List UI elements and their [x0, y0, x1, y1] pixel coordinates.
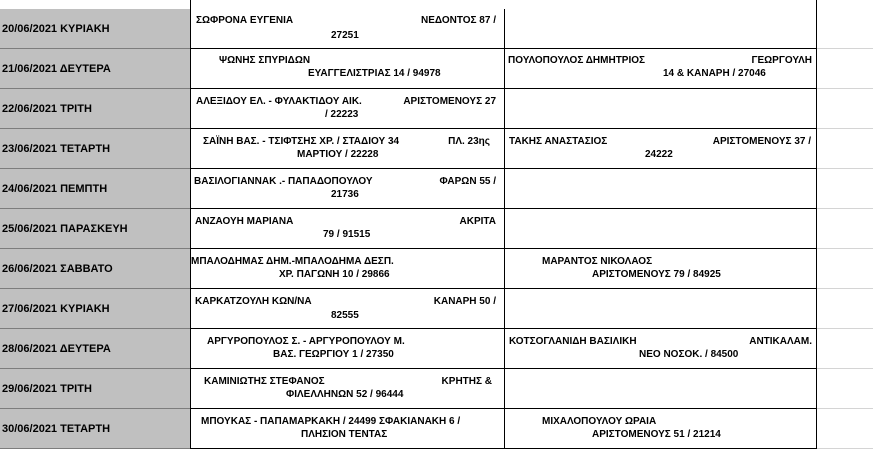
empty-cell[interactable] — [817, 89, 873, 129]
pharmacy-cell-primary[interactable] — [190, 369, 504, 409]
pharmacy-name: ΣΩΦΡΟΝΑ ΕΥΓΕΝΙΑ — [196, 15, 294, 26]
pharmacy-cell-primary[interactable] — [190, 329, 504, 369]
empty-cell[interactable] — [817, 9, 873, 49]
pharmacy-cell-secondary[interactable] — [504, 329, 817, 369]
empty-cell[interactable] — [817, 169, 873, 209]
pharmacy-cell-primary[interactable] — [190, 209, 504, 249]
pharmacy-phone: 82555 — [331, 310, 359, 321]
pharmacy-cell-primary[interactable] — [190, 49, 504, 89]
empty-cell[interactable] — [817, 329, 873, 369]
empty-cell[interactable] — [817, 129, 873, 169]
empty-cell[interactable] — [817, 409, 873, 449]
date-cell[interactable]: 24/06/2021 ΠΕΜΠΤΗ — [0, 169, 190, 209]
pharmacy-name: ΒΑΣΙΛΟΓΙΑΝΝΑΚ .- ΠΑΠΑΔΟΠΟΥΛΟΥ — [194, 176, 373, 187]
pharmacy-cell-secondary[interactable] — [504, 249, 817, 289]
date-cell[interactable]: 30/06/2021 ΤΕΤΑΡΤΗ — [0, 409, 190, 449]
pharmacy-cell-primary[interactable] — [190, 289, 504, 329]
pharmacy-address: ΠΛ. 23ης — [448, 136, 490, 147]
pharmacy-phone: 24222 — [645, 149, 673, 160]
pharmacy-address: ΒΑΣ. ΓΕΩΡΓΙΟΥ 1 / 27350 — [273, 349, 394, 360]
pharmacy-address: ΑΡΙΣΤΟΜΕΝΟΥΣ 27 — [403, 96, 496, 107]
table-row — [0, 369, 873, 409]
pharmacy-name: ΑΡΓΥΡΟΠΟΥΛΟΣ Σ. - ΑΡΓΥΡΟΠΟΥΛΟΥ Μ. — [207, 336, 405, 347]
table-row — [0, 89, 873, 129]
pharmacy-address-line2: ΦΙΛΕΛΛΗΝΩΝ 52 / 96444 — [286, 389, 404, 400]
date-cell[interactable]: 20/06/2021 ΚΥΡΙΑΚΗ — [0, 9, 190, 49]
table-row — [0, 329, 873, 369]
pharmacy-address-line2: 14 & ΚΑΝΑΡΗ / 27046 — [663, 68, 766, 79]
date-cell[interactable]: 29/06/2021 ΤΡΙΤΗ — [0, 369, 190, 409]
table-row — [0, 409, 873, 449]
pharmacy-name: ΜΠΟΥΚΑΣ - ΠΑΠΑΜΑΡΚΑΚΗ / 24499 ΣΦΑΚΙΑΝΑΚΗ 6 / — [201, 416, 461, 427]
pharmacy-address: ΑΝΤΙΚΑΛΑΜ. — [749, 336, 812, 347]
pharmacy-address: ΚΑΝΑΡΗ 50 / — [433, 296, 496, 307]
pharmacy-cell-secondary[interactable] — [504, 369, 817, 409]
pharmacy-cell-primary[interactable] — [190, 9, 504, 49]
pharmacy-address: ΝΕΔΟΝΤΟΣ 87 / — [421, 15, 496, 26]
pharmacy-phone: / 22223 — [325, 109, 359, 120]
pharmacy-address: ΧΡ. ΠΑΓΩΝΗ 10 / 29866 — [279, 269, 390, 280]
table-row — [0, 49, 873, 89]
empty-cell[interactable] — [817, 289, 873, 329]
empty-cell[interactable] — [817, 249, 873, 289]
pharmacy-phone: 21736 — [331, 189, 359, 200]
pharmacy-name: ΚΟΤΣΟΓΛΑΝΙΔΗ ΒΑΣΙΛΙΚΗ — [509, 336, 637, 347]
date-cell[interactable]: 25/06/2021 ΠΑΡΑΣΚΕΥΗ — [0, 209, 190, 249]
pharmacy-name: ΠΟΥΛΟΠΟΥΛΟΣ ΔΗΜΗΤΡΙΟΣ — [508, 55, 646, 66]
empty-cell[interactable] — [817, 49, 873, 89]
table-row — [0, 289, 873, 329]
date-cell[interactable]: 22/06/2021 ΤΡΙΤΗ — [0, 89, 190, 129]
pharmacy-name: ΚΑΜΙΝΙΩΤΗΣ ΣΤΕΦΑΝΟΣ — [204, 376, 325, 387]
date-cell[interactable]: 28/06/2021 ΔΕΥΤΕΡΑ — [0, 329, 190, 369]
pharmacy-cell-secondary[interactable] — [504, 89, 817, 129]
pharmacy-name: ΨΩΝΗΣ ΣΠΥΡΙΔΩΝ — [219, 55, 311, 66]
pharmacy-cell-primary[interactable] — [190, 409, 504, 449]
top-border — [190, 0, 817, 9]
pharmacy-name: ΜΙΧΑΛΟΠΟΥΛΟΥ ΩΡΑΙΑ — [542, 416, 657, 427]
empty-cell[interactable] — [817, 369, 873, 409]
pharmacy-address: ΑΡΙΣΤΟΜΕΝΟΥΣ 79 / 84925 — [592, 269, 721, 280]
table-row — [0, 9, 873, 49]
pharmacy-address: ΓΕΩΡΓΟΥΛΗ — [751, 55, 812, 66]
date-cell[interactable]: 21/06/2021 ΔΕΥΤΕΡΑ — [0, 49, 190, 89]
table-row — [0, 169, 873, 209]
table-row — [0, 129, 873, 169]
pharmacy-name: ΣΑΪΝΗ ΒΑΣ. - ΤΣΙΦΤΣΗΣ ΧΡ. / ΣΤΑΔΙΟΥ 34 — [203, 136, 400, 147]
date-cell[interactable]: 23/06/2021 ΤΕΤΑΡΤΗ — [0, 129, 190, 169]
pharmacy-cell-primary[interactable] — [190, 169, 504, 209]
pharmacy-name: ΤΑΚΗΣ ΑΝΑΣΤΑΣΙΟΣ — [509, 136, 608, 147]
pharmacy-cell-secondary[interactable] — [504, 209, 817, 249]
pharmacy-name: ΜΠΑΛΟΔΗΜΑΣ ΔΗΜ.-ΜΠΑΛΟΔΗΜΑ ΔΕΣΠ. — [191, 256, 394, 267]
pharmacy-cell-secondary[interactable] — [504, 409, 817, 449]
pharmacy-phone: 27251 — [331, 30, 359, 41]
pharmacy-cell-secondary[interactable] — [504, 169, 817, 209]
pharmacy-address: ΕΥΑΓΓΕΛΙΣΤΡΙΑΣ 14 / 94978 — [308, 68, 441, 79]
pharmacy-cell-secondary[interactable] — [504, 9, 817, 49]
pharmacy-address: ΚΡΗΤΗΣ & — [441, 376, 492, 387]
date-cell[interactable]: 27/06/2021 ΚΥΡΙΑΚΗ — [0, 289, 190, 329]
pharmacy-name: ΚΑΡΚΑΤΖΟΥΛΗ ΚΩΝ/ΝΑ — [195, 296, 312, 307]
table-row — [0, 209, 873, 249]
date-cell[interactable]: 26/06/2021 ΣΑΒΒΑΤΟ — [0, 249, 190, 289]
pharmacy-address: ΑΡΙΣΤΟΜΕΝΟΥΣ 37 / — [712, 136, 811, 147]
pharmacy-name: ΑΛΕΞΙΔΟΥ ΕΛ. - ΦΥΛΑΚΤΙΔΟΥ ΑΙΚ. — [196, 96, 362, 107]
pharmacy-address: ΦΑΡΩΝ 55 / — [439, 176, 496, 187]
pharmacy-cell-secondary[interactable] — [504, 129, 817, 169]
pharmacy-cell-primary[interactable] — [190, 129, 504, 169]
pharmacy-address-line2: ΝΕΟ ΝΟΣΟΚ. / 84500 — [639, 349, 739, 360]
pharmacy-name: ΜΑΡΑΝΤΟΣ ΝΙΚΟΛΑΟΣ — [542, 256, 653, 267]
pharmacy-phone: 79 / 91515 — [323, 229, 371, 240]
pharmacy-address: ΑΚΡΙΤΑ — [459, 216, 496, 227]
pharmacy-cell-secondary[interactable] — [504, 289, 817, 329]
pharmacy-name: ΑΝΖΑΟΥΗ ΜΑΡΙΑΝΑ — [195, 216, 294, 227]
empty-cell[interactable] — [817, 209, 873, 249]
pharmacy-cell-secondary[interactable] — [504, 49, 817, 89]
table-row — [0, 249, 873, 289]
pharmacy-address: ΑΡΙΣΤΟΜΕΝΟΥΣ 51 / 21214 — [592, 429, 721, 440]
pharmacy-address-line2: ΜΑΡΤΙΟΥ / 22228 — [297, 149, 379, 160]
pharmacy-cell-primary[interactable] — [190, 249, 504, 289]
pharmacy-cell-primary[interactable] — [190, 89, 504, 129]
pharmacy-address: ΠΛΗΣΙΟΝ ΤΕΝΤΑΣ — [301, 429, 388, 440]
